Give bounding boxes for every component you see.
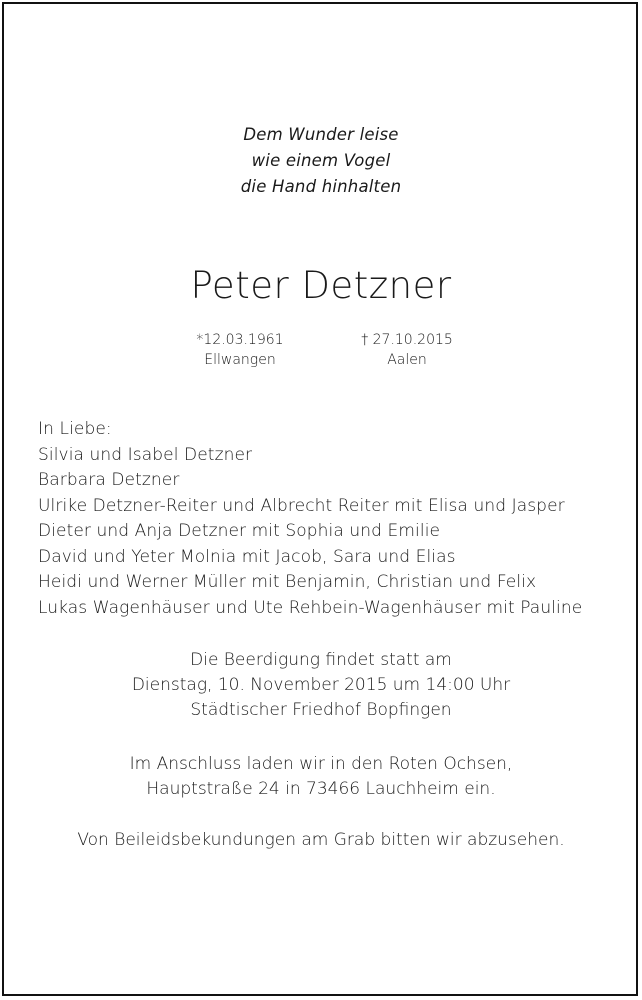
family-member: Dieter und Anja Detzner mit Sophia und Emilie xyxy=(38,521,441,541)
deceased-name: Peter Detzner xyxy=(190,264,452,307)
family-member: David und Yeter Molnia mit Jacob, Sara und Elias xyxy=(38,546,456,567)
death-info xyxy=(357,330,457,370)
funeral-line: Städtischer Friedhof Bopfingen xyxy=(190,700,452,720)
family-intro: In Liebe: xyxy=(38,419,112,439)
birth-info xyxy=(190,330,290,370)
condolence-note xyxy=(0,828,642,853)
birth-place: Ellwangen xyxy=(204,352,276,368)
funeral-line: Dienstag, 10. November 2015 um 14:00 Uhr xyxy=(131,675,511,695)
death-date: † 27.10.2015 xyxy=(361,332,453,348)
verse-line: die Hand hinhalten xyxy=(240,177,402,196)
reception-line: Hauptstraße 24 in 73466 Lauchheim ein. xyxy=(146,779,496,799)
death-place: Aalen xyxy=(387,352,427,368)
family-member: Ulrike Detzner-Reiter und Albrecht Reiter mit Elisa und Jasper xyxy=(38,495,565,516)
reception-info xyxy=(0,752,642,802)
family-member: Heidi und Werner Müller mit Benjamin, Christian und Felix xyxy=(38,572,537,592)
funeral-line: Die Beerdigung findet statt am xyxy=(190,650,452,670)
reception-line: Im Anschluss laden wir in den Roten Ochsen, xyxy=(129,754,513,774)
birth-date: *12.03.1961 xyxy=(196,332,284,348)
verse-line: Dem Wunder leise xyxy=(243,125,399,144)
funeral-info xyxy=(0,648,642,723)
family-member: Lukas Wagenhäuser und Ute Rehbein-Wagenhäuser mit Pauline xyxy=(38,597,583,618)
verse-line: wie einem Vogel xyxy=(251,151,391,170)
verse xyxy=(0,122,642,200)
family-member: Barbara Detzner xyxy=(38,470,180,490)
family-member: Silvia und Isabel Detzner xyxy=(38,444,253,465)
family-list xyxy=(38,417,582,621)
condolence-note-text: Von Beileidsbekundungen am Grab bitten wir abzusehen. xyxy=(77,830,565,850)
